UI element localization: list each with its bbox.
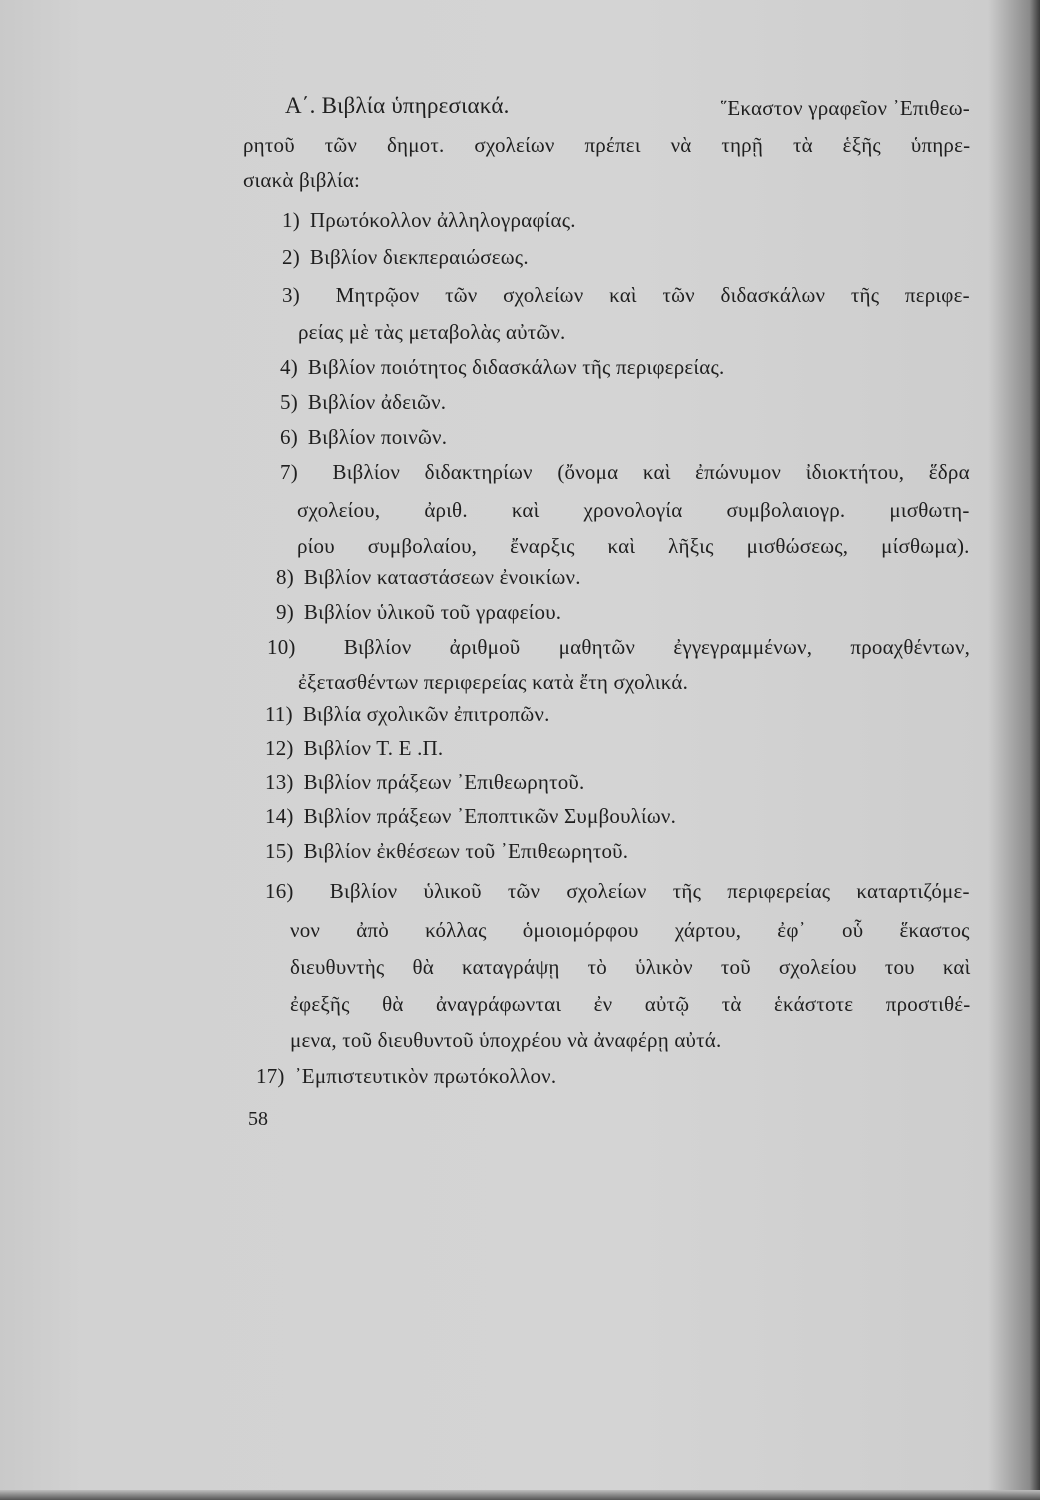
intro-line: σιακὰ βιβλία: [243, 168, 361, 192]
list-item [276, 563, 581, 591]
item-text: Βιβλίον ὑλικοῦ τῶν σχολείων τῆς περιφερείας καταρτιζόμε- [329, 879, 970, 903]
list-item [282, 243, 529, 271]
page-number: 58 [248, 1108, 268, 1130]
item-text: Μητρῷον τῶν σχολείων καὶ τῶν διδασκάλων τῆς περιφε- [335, 283, 970, 307]
list-item [265, 837, 628, 865]
item-text: Βιβλίον ἀριθμοῦ μαθητῶν ἐγγεγραμμένων, προαχθέντων, [343, 635, 971, 659]
section-heading [285, 92, 510, 120]
item-number: 5) [280, 390, 298, 414]
item-number: 10) [267, 635, 296, 659]
item-number: 15) [265, 839, 294, 863]
item-text: Βιβλίον διδακτηρίων (ὄνομα καὶ ἐπώνυμον ἰδιοκτήτου, ἕδρα [332, 460, 970, 484]
item-number: 6) [280, 425, 298, 449]
item-text-continued: ρίου συμβολαίου, ἔναρξις καὶ λῆξις μισθώσεως, μίσθωμα). [297, 534, 970, 558]
list-item [280, 458, 970, 486]
item-text: ᾿Εμπιστευτικὸν πρωτόκολλον. [294, 1064, 557, 1088]
list-item [265, 877, 970, 905]
item-text-continued: μενα, τοῦ διευθυντοῦ ὑποχρέου νὰ ἀναφέρῃ αὐτά. [290, 1028, 722, 1052]
item-text: Βιβλίον ἐκθέσεων τοῦ ᾿Επιθεωρητοῦ. [303, 839, 629, 863]
item-number: 1) [282, 208, 300, 232]
item-text: Βιβλίον διεκπεραιώσεως. [309, 245, 529, 269]
list-item [265, 768, 584, 796]
item-text: Βιβλίον πράξεων ᾿Επιθεωρητοῦ. [303, 770, 585, 794]
list-item [282, 281, 970, 309]
item-number: 12) [265, 736, 294, 760]
scan-edge [0, 1490, 1040, 1500]
item-text: Βιβλίον καταστάσεων ἐνοικίων. [303, 565, 581, 589]
item-number: 2) [282, 245, 300, 269]
list-item [267, 633, 970, 661]
item-number: 3) [282, 283, 300, 307]
list-item [276, 598, 561, 626]
item-text: Πρωτόκολλον ἀλληλογραφίας. [309, 208, 576, 232]
item-text: Βιβλίον Τ. Ε .Π. [303, 736, 444, 760]
item-number: 17) [256, 1064, 285, 1088]
item-number: 7) [280, 460, 298, 484]
list-item [265, 700, 550, 728]
item-number: 13) [265, 770, 294, 794]
item-number: 16) [265, 879, 294, 903]
item-text-continued: ἐξετασθέντων περιφερείας κατὰ ἔτη σχολικά. [298, 670, 689, 694]
item-text-continued: ἐφεξῆς θὰ ἀναγράφωνται ἐν αὐτῷ τὰ ἑκάστοτε προστιθέ- [290, 992, 971, 1016]
item-text: Βιβλίον πράξεων ᾿Εποπτικῶν Συμβουλίων. [303, 804, 677, 828]
item-text-continued: σχολείου, ἀριθ. καὶ χρονολογία συμβολαιογρ. μισθωτη- [297, 498, 970, 522]
item-text: Βιβλίον ἀδειῶν. [307, 390, 447, 414]
item-number: 8) [276, 565, 294, 589]
list-item [256, 1062, 556, 1090]
item-number: 4) [280, 355, 298, 379]
list-item [280, 353, 724, 381]
item-number: 11) [265, 702, 293, 726]
list-item [280, 423, 447, 451]
item-text: Βιβλίον ποιότητος διδασκάλων τῆς περιφερείας. [307, 355, 725, 379]
intro-line: ρητοῦ τῶν δημοτ. σχολείων πρέπει νὰ τηρῇ τὰ ἑξῆς ὑπηρε- [243, 133, 971, 157]
item-text-continued: διευθυντὴς θὰ καταγράψῃ τὸ ὑλικὸν τοῦ σχολείου του καὶ [290, 955, 971, 979]
item-number: 9) [276, 600, 294, 624]
intro-line: ῞Εκαστον γραφεῖον ᾿Επιθεω- [720, 96, 970, 120]
item-text: Βιβλία σχολικῶν ἐπιτροπῶν. [302, 702, 550, 726]
list-item [265, 734, 443, 762]
heading-label: Α΄. Βιβλία ὑπηρεσιακά. [285, 93, 510, 118]
item-text: Βιβλίον ὑλικοῦ τοῦ γραφείου. [303, 600, 562, 624]
list-item [265, 802, 676, 830]
item-text-continued: ρείας μὲ τὰς μεταβολὰς αὐτῶν. [298, 320, 566, 344]
list-item [282, 206, 576, 234]
item-text: Βιβλίον ποινῶν. [307, 425, 448, 449]
item-number: 14) [265, 804, 294, 828]
list-item [280, 388, 446, 416]
item-text-continued: νον ἀπὸ κόλλας ὁμοιομόρφου χάρτου, ἐφ᾿ οὗ ἕκαστος [290, 918, 970, 942]
